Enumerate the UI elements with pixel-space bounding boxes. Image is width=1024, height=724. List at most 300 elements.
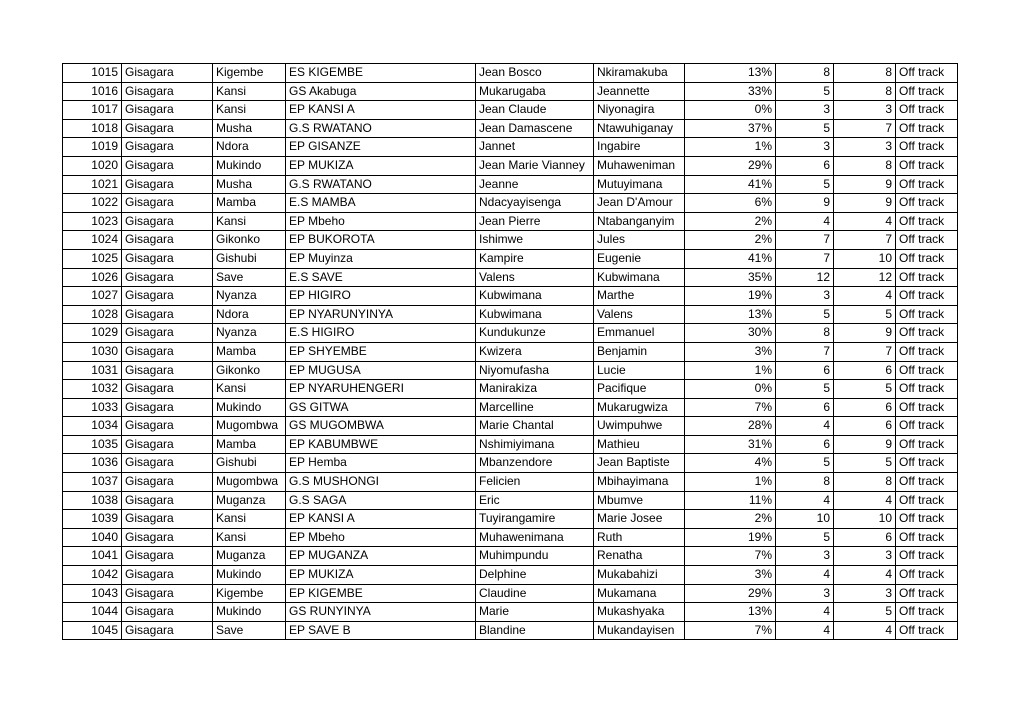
cell-last-name: Ntawuhiganay (594, 119, 685, 138)
table-row (63, 82, 958, 101)
cell-first-name: Kwizera (476, 342, 594, 361)
data-table (62, 63, 958, 640)
cell-status: Off track (896, 491, 958, 510)
cell-school: EP KANSI A (286, 101, 476, 120)
cell-first-name: Kundukunze (476, 324, 594, 343)
cell-row-id: 1032 (63, 380, 122, 399)
cell-row-id: 1040 (63, 528, 122, 547)
cell-percent: 0% (685, 101, 776, 120)
cell-school: EP SHYEMBE (286, 342, 476, 361)
cell-last-name: Emmanuel (594, 324, 685, 343)
cell-first-name: Felicien (476, 473, 594, 492)
cell-first-name: Jean Claude (476, 101, 594, 120)
cell-last-name: Uwimpuhwe (594, 417, 685, 436)
cell-last-name: Kubwimana (594, 268, 685, 287)
cell-district: Gisagara (122, 361, 213, 380)
cell-sector: Ndora (213, 138, 286, 157)
cell-status: Off track (896, 287, 958, 306)
cell-sector: Save (213, 268, 286, 287)
cell-first-name: Marcelline (476, 398, 594, 417)
cell-first-name: Niyomufasha (476, 361, 594, 380)
table-body (63, 64, 958, 640)
table-row (63, 417, 958, 436)
cell-value-a: 8 (776, 473, 834, 492)
cell-value-b: 9 (834, 324, 896, 343)
cell-first-name: Jeanne (476, 175, 594, 194)
table-row (63, 566, 958, 585)
table-row (63, 454, 958, 473)
cell-first-name: Mukarugaba (476, 82, 594, 101)
table-row (63, 138, 958, 157)
cell-last-name: Ruth (594, 528, 685, 547)
cell-value-a: 4 (776, 603, 834, 622)
cell-percent: 1% (685, 473, 776, 492)
table-row (63, 584, 958, 603)
cell-percent: 19% (685, 528, 776, 547)
cell-percent: 28% (685, 417, 776, 436)
cell-sector: Mamba (213, 194, 286, 213)
table-row (63, 380, 958, 399)
cell-status: Off track (896, 547, 958, 566)
cell-district: Gisagara (122, 119, 213, 138)
cell-last-name: Mathieu (594, 435, 685, 454)
table-row (63, 287, 958, 306)
cell-value-b: 5 (834, 305, 896, 324)
cell-first-name: Nshimiyimana (476, 435, 594, 454)
cell-status: Off track (896, 268, 958, 287)
cell-school: EP Mbeho (286, 528, 476, 547)
cell-value-b: 5 (834, 454, 896, 473)
cell-row-id: 1035 (63, 435, 122, 454)
cell-status: Off track (896, 473, 958, 492)
cell-value-a: 10 (776, 510, 834, 529)
cell-school: EP KIGEMBE (286, 584, 476, 603)
cell-last-name: Mukandayisen (594, 621, 685, 640)
cell-district: Gisagara (122, 156, 213, 175)
cell-last-name: Mukashyaka (594, 603, 685, 622)
cell-value-b: 8 (834, 156, 896, 175)
cell-row-id: 1030 (63, 342, 122, 361)
cell-row-id: 1031 (63, 361, 122, 380)
cell-value-b: 6 (834, 361, 896, 380)
table-row (63, 398, 958, 417)
cell-last-name: Valens (594, 305, 685, 324)
cell-row-id: 1029 (63, 324, 122, 343)
cell-sector: Musha (213, 175, 286, 194)
cell-value-b: 12 (834, 268, 896, 287)
cell-status: Off track (896, 621, 958, 640)
table-row (63, 603, 958, 622)
cell-value-b: 4 (834, 287, 896, 306)
cell-sector: Kigembe (213, 64, 286, 83)
cell-status: Off track (896, 361, 958, 380)
cell-sector: Muganza (213, 491, 286, 510)
cell-district: Gisagara (122, 305, 213, 324)
cell-row-id: 1036 (63, 454, 122, 473)
cell-sector: Mugombwa (213, 417, 286, 436)
cell-percent: 35% (685, 268, 776, 287)
cell-first-name: Eric (476, 491, 594, 510)
cell-district: Gisagara (122, 417, 213, 436)
cell-percent: 7% (685, 547, 776, 566)
cell-school: E.S SAVE (286, 268, 476, 287)
cell-row-id: 1033 (63, 398, 122, 417)
cell-value-b: 4 (834, 491, 896, 510)
cell-status: Off track (896, 454, 958, 473)
cell-school: EP NYARUHENGERI (286, 380, 476, 399)
table-row (63, 119, 958, 138)
cell-school: E.S HIGIRO (286, 324, 476, 343)
cell-district: Gisagara (122, 82, 213, 101)
cell-percent: 3% (685, 566, 776, 585)
cell-status: Off track (896, 194, 958, 213)
cell-sector: Kansi (213, 380, 286, 399)
cell-last-name: Mukarugwiza (594, 398, 685, 417)
cell-percent: 41% (685, 249, 776, 268)
cell-row-id: 1039 (63, 510, 122, 529)
cell-status: Off track (896, 417, 958, 436)
cell-sector: Musha (213, 119, 286, 138)
cell-sector: Mukindo (213, 156, 286, 175)
cell-status: Off track (896, 156, 958, 175)
cell-school: GS Akabuga (286, 82, 476, 101)
cell-district: Gisagara (122, 510, 213, 529)
table-row (63, 156, 958, 175)
cell-district: Gisagara (122, 231, 213, 250)
cell-value-a: 3 (776, 287, 834, 306)
cell-last-name: Mukabahizi (594, 566, 685, 585)
cell-school: E.S MAMBA (286, 194, 476, 213)
cell-last-name: Jean Baptiste (594, 454, 685, 473)
table-row (63, 64, 958, 83)
cell-row-id: 1041 (63, 547, 122, 566)
table-row (63, 361, 958, 380)
cell-sector: Kansi (213, 82, 286, 101)
cell-row-id: 1028 (63, 305, 122, 324)
cell-value-a: 6 (776, 398, 834, 417)
cell-status: Off track (896, 528, 958, 547)
cell-percent: 4% (685, 454, 776, 473)
table-row (63, 268, 958, 287)
cell-school: G.S SAGA (286, 491, 476, 510)
cell-school: EP NYARUNYINYA (286, 305, 476, 324)
cell-sector: Mugombwa (213, 473, 286, 492)
cell-district: Gisagara (122, 138, 213, 157)
cell-status: Off track (896, 584, 958, 603)
cell-last-name: Lucie (594, 361, 685, 380)
cell-value-b: 7 (834, 342, 896, 361)
cell-row-id: 1038 (63, 491, 122, 510)
cell-row-id: 1034 (63, 417, 122, 436)
table-row (63, 101, 958, 120)
cell-percent: 31% (685, 435, 776, 454)
cell-percent: 29% (685, 156, 776, 175)
cell-row-id: 1045 (63, 621, 122, 640)
cell-last-name: Niyonagira (594, 101, 685, 120)
cell-district: Gisagara (122, 194, 213, 213)
cell-sector: Kigembe (213, 584, 286, 603)
cell-district: Gisagara (122, 454, 213, 473)
cell-row-id: 1044 (63, 603, 122, 622)
table-row (63, 473, 958, 492)
cell-sector: Nyanza (213, 324, 286, 343)
cell-district: Gisagara (122, 603, 213, 622)
cell-last-name: Mutuyimana (594, 175, 685, 194)
cell-percent: 2% (685, 510, 776, 529)
cell-value-a: 6 (776, 361, 834, 380)
table-row (63, 175, 958, 194)
cell-value-b: 4 (834, 621, 896, 640)
cell-value-b: 3 (834, 584, 896, 603)
cell-percent: 33% (685, 82, 776, 101)
cell-value-a: 7 (776, 342, 834, 361)
cell-status: Off track (896, 305, 958, 324)
cell-value-a: 8 (776, 324, 834, 343)
cell-first-name: Jean Pierre (476, 212, 594, 231)
cell-status: Off track (896, 231, 958, 250)
cell-percent: 41% (685, 175, 776, 194)
cell-first-name: Mbanzendore (476, 454, 594, 473)
cell-value-a: 5 (776, 119, 834, 138)
cell-school: EP BUKOROTA (286, 231, 476, 250)
cell-sector: Mamba (213, 435, 286, 454)
cell-row-id: 1016 (63, 82, 122, 101)
cell-district: Gisagara (122, 491, 213, 510)
cell-value-a: 6 (776, 435, 834, 454)
cell-value-b: 9 (834, 435, 896, 454)
cell-status: Off track (896, 566, 958, 585)
cell-value-b: 6 (834, 417, 896, 436)
cell-district: Gisagara (122, 547, 213, 566)
cell-last-name: Mbihayimana (594, 473, 685, 492)
cell-percent: 1% (685, 361, 776, 380)
cell-school: EP Mbeho (286, 212, 476, 231)
cell-school: EP MUGUSA (286, 361, 476, 380)
cell-value-b: 3 (834, 101, 896, 120)
cell-school: GS MUGOMBWA (286, 417, 476, 436)
cell-value-b: 6 (834, 398, 896, 417)
cell-first-name: Muhimpundu (476, 547, 594, 566)
cell-status: Off track (896, 138, 958, 157)
cell-first-name: Claudine (476, 584, 594, 603)
table-row (63, 194, 958, 213)
cell-status: Off track (896, 212, 958, 231)
cell-percent: 0% (685, 380, 776, 399)
cell-sector: Kansi (213, 212, 286, 231)
cell-percent: 30% (685, 324, 776, 343)
table-row (63, 547, 958, 566)
cell-percent: 13% (685, 305, 776, 324)
cell-value-a: 5 (776, 454, 834, 473)
cell-row-id: 1042 (63, 566, 122, 585)
cell-percent: 37% (685, 119, 776, 138)
cell-value-a: 4 (776, 491, 834, 510)
cell-sector: Kansi (213, 101, 286, 120)
cell-status: Off track (896, 64, 958, 83)
cell-district: Gisagara (122, 584, 213, 603)
cell-value-b: 6 (834, 528, 896, 547)
cell-last-name: Renatha (594, 547, 685, 566)
cell-value-b: 3 (834, 138, 896, 157)
cell-status: Off track (896, 603, 958, 622)
cell-district: Gisagara (122, 175, 213, 194)
cell-sector: Muganza (213, 547, 286, 566)
cell-value-b: 4 (834, 212, 896, 231)
cell-value-a: 4 (776, 566, 834, 585)
cell-percent: 29% (685, 584, 776, 603)
cell-sector: Kansi (213, 510, 286, 529)
cell-district: Gisagara (122, 380, 213, 399)
cell-status: Off track (896, 101, 958, 120)
cell-first-name: Ndacyayisenga (476, 194, 594, 213)
cell-last-name: Mukamana (594, 584, 685, 603)
cell-sector: Save (213, 621, 286, 640)
cell-last-name: Jean D'Amour (594, 194, 685, 213)
cell-district: Gisagara (122, 101, 213, 120)
cell-first-name: Kubwimana (476, 287, 594, 306)
cell-value-b: 10 (834, 249, 896, 268)
cell-school: EP KABUMBWE (286, 435, 476, 454)
cell-first-name: Kampire (476, 249, 594, 268)
cell-row-id: 1018 (63, 119, 122, 138)
cell-school: ES KIGEMBE (286, 64, 476, 83)
cell-school: EP SAVE B (286, 621, 476, 640)
cell-status: Off track (896, 342, 958, 361)
table-row (63, 510, 958, 529)
cell-value-b: 10 (834, 510, 896, 529)
cell-row-id: 1017 (63, 101, 122, 120)
cell-status: Off track (896, 82, 958, 101)
cell-row-id: 1023 (63, 212, 122, 231)
cell-value-b: 7 (834, 119, 896, 138)
table-row (63, 305, 958, 324)
cell-sector: Mukindo (213, 398, 286, 417)
cell-first-name: Delphine (476, 566, 594, 585)
table-row (63, 435, 958, 454)
cell-status: Off track (896, 249, 958, 268)
cell-value-b: 8 (834, 64, 896, 83)
cell-value-a: 3 (776, 138, 834, 157)
table-row (63, 528, 958, 547)
cell-district: Gisagara (122, 435, 213, 454)
table-row (63, 249, 958, 268)
cell-last-name: Mbumve (594, 491, 685, 510)
cell-value-a: 5 (776, 380, 834, 399)
cell-row-id: 1043 (63, 584, 122, 603)
cell-value-a: 5 (776, 82, 834, 101)
cell-row-id: 1019 (63, 138, 122, 157)
cell-school: EP GISANZE (286, 138, 476, 157)
table-row (63, 231, 958, 250)
cell-status: Off track (896, 510, 958, 529)
table-row (63, 212, 958, 231)
cell-row-id: 1020 (63, 156, 122, 175)
cell-sector: Gishubi (213, 249, 286, 268)
cell-first-name: Manirakiza (476, 380, 594, 399)
cell-school: EP KANSI A (286, 510, 476, 529)
cell-district: Gisagara (122, 212, 213, 231)
cell-percent: 6% (685, 194, 776, 213)
cell-last-name: Ingabire (594, 138, 685, 157)
cell-percent: 11% (685, 491, 776, 510)
cell-district: Gisagara (122, 287, 213, 306)
cell-sector: Gishubi (213, 454, 286, 473)
cell-status: Off track (896, 175, 958, 194)
cell-district: Gisagara (122, 473, 213, 492)
cell-status: Off track (896, 324, 958, 343)
cell-percent: 2% (685, 231, 776, 250)
cell-last-name: Muhaweniman (594, 156, 685, 175)
cell-last-name: Marie Josee (594, 510, 685, 529)
cell-sector: Mukindo (213, 603, 286, 622)
cell-sector: Mamba (213, 342, 286, 361)
cell-value-b: 3 (834, 547, 896, 566)
cell-sector: Ndora (213, 305, 286, 324)
cell-value-a: 9 (776, 194, 834, 213)
cell-value-b: 8 (834, 473, 896, 492)
cell-value-a: 12 (776, 268, 834, 287)
cell-value-b: 4 (834, 566, 896, 585)
cell-first-name: Valens (476, 268, 594, 287)
cell-first-name: Muhawenimana (476, 528, 594, 547)
cell-district: Gisagara (122, 398, 213, 417)
cell-school: EP Hemba (286, 454, 476, 473)
cell-row-id: 1015 (63, 64, 122, 83)
cell-percent: 13% (685, 64, 776, 83)
cell-percent: 2% (685, 212, 776, 231)
cell-district: Gisagara (122, 566, 213, 585)
cell-sector: Kansi (213, 528, 286, 547)
cell-last-name: Eugenie (594, 249, 685, 268)
cell-school: G.S RWATANO (286, 175, 476, 194)
cell-first-name: Jean Marie Vianney (476, 156, 594, 175)
cell-last-name: Nkiramakuba (594, 64, 685, 83)
cell-sector: Nyanza (213, 287, 286, 306)
cell-sector: Gikonko (213, 231, 286, 250)
cell-sector: Gikonko (213, 361, 286, 380)
cell-school: GS GITWA (286, 398, 476, 417)
cell-value-a: 4 (776, 621, 834, 640)
cell-sector: Mukindo (213, 566, 286, 585)
cell-first-name: Kubwimana (476, 305, 594, 324)
cell-district: Gisagara (122, 64, 213, 83)
cell-row-id: 1026 (63, 268, 122, 287)
cell-value-b: 9 (834, 175, 896, 194)
cell-value-b: 9 (834, 194, 896, 213)
cell-last-name: Jeannette (594, 82, 685, 101)
cell-school: EP MUKIZA (286, 566, 476, 585)
cell-value-a: 5 (776, 528, 834, 547)
cell-status: Off track (896, 119, 958, 138)
cell-school: GS RUNYINYA (286, 603, 476, 622)
cell-row-id: 1027 (63, 287, 122, 306)
cell-first-name: Jannet (476, 138, 594, 157)
cell-first-name: Jean Bosco (476, 64, 594, 83)
cell-row-id: 1022 (63, 194, 122, 213)
cell-percent: 3% (685, 342, 776, 361)
cell-district: Gisagara (122, 342, 213, 361)
cell-value-a: 4 (776, 417, 834, 436)
cell-value-a: 7 (776, 231, 834, 250)
cell-district: Gisagara (122, 268, 213, 287)
cell-percent: 19% (685, 287, 776, 306)
cell-district: Gisagara (122, 528, 213, 547)
cell-school: EP HIGIRO (286, 287, 476, 306)
cell-value-a: 3 (776, 547, 834, 566)
cell-school: G.S MUSHONGI (286, 473, 476, 492)
cell-value-a: 4 (776, 212, 834, 231)
cell-status: Off track (896, 435, 958, 454)
